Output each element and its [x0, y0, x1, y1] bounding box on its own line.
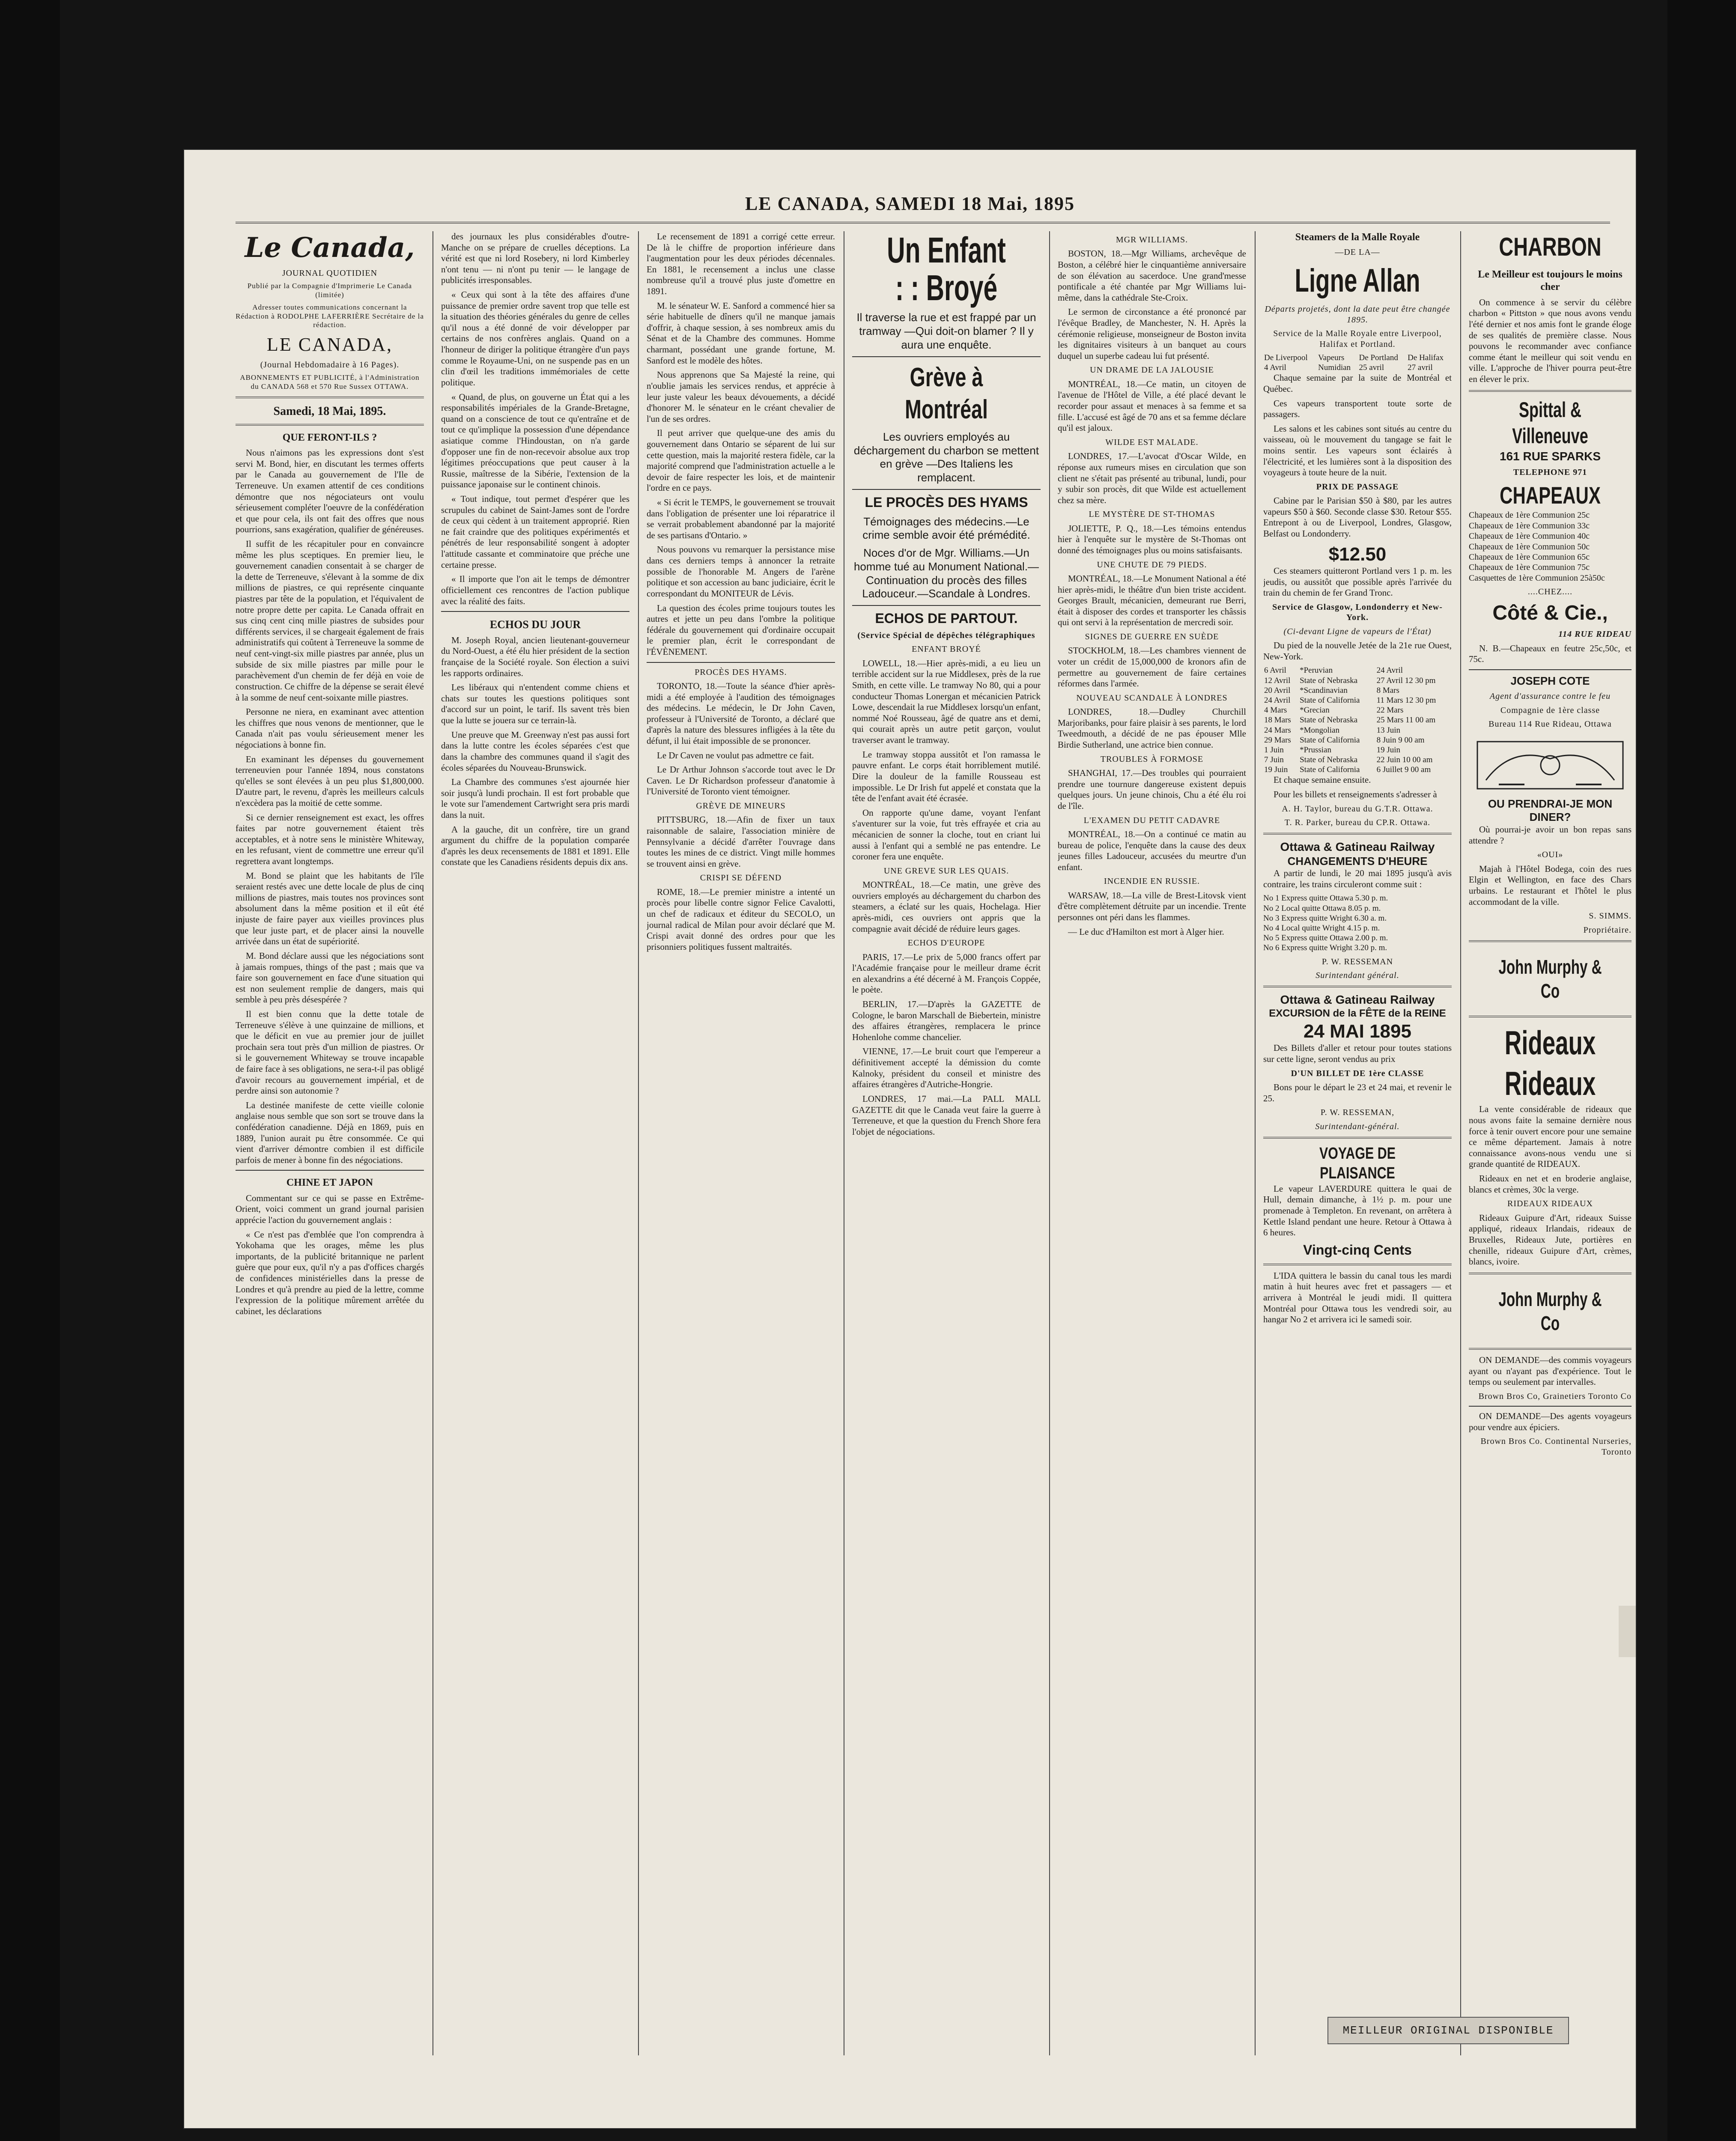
- table-cell: 6 Juillet 9 00 am: [1376, 765, 1431, 775]
- article-paragraph: Le tramway stoppa aussitôt et l'on ramassa le pauvre enfant. Le corps était horriblement mutilé. Dire la douleur de la famille Rousseau est impossible. Le Dr Irish fut appelé et constata que la tête de l'enfant avait été écrasée.: [852, 749, 1041, 804]
- table-row: [1263, 745, 1452, 755]
- divider: [1469, 940, 1632, 942]
- ad-heading: EXCURSION de la FÊTE de la REINE: [1269, 1008, 1446, 1020]
- list-item: Chapeaux de 1ère Communion 40c: [1469, 531, 1590, 541]
- article-heading: SIGNES DE GUERRE EN SUÈDE: [1085, 632, 1219, 642]
- table-row: [1263, 715, 1452, 725]
- wire-service-note: (Service Spécial de dépêches télégraphiques: [857, 631, 1035, 641]
- article-paragraph: « Ceux qui sont à la tête des affaires d'une puissance de premier ordre savent trop que telle est la situation des théories générales du genre de celles qu'il nous a été donné de voir développer par certains de nos confrères anglais. Quand on a l'honneur de diriger la politique étrangère d'un pays comme le Royaume-Uni, on ne suspende pas en un clin d'œil les traditions immémoriales de cette politique.: [441, 289, 629, 388]
- ad-text: Du pied de la nouvelle Jetée de la 21e rue Ouest, New-York.: [1263, 640, 1452, 662]
- ad-title: JOSEPH COTE: [1510, 674, 1590, 687]
- ad-signature: Propriétaire.: [1583, 925, 1632, 935]
- table-cell: *Scandinavian: [1300, 686, 1348, 695]
- article-paragraph: Nous apprenons que Sa Majesté la reine, qui n'oublie jamais les services rendus, et apprécie à leur juste valeur les beaux dévouements, a décidé d'honorer M. le sénateur en le créant chevalier de l'un de ses ordres.: [647, 370, 835, 424]
- article-paragraph: Nous n'aimons pas les expressions dont s'est servi M. Bond, hier, en discutant les termes offerts par le Canada au gouvernement de l'Ile de Terreneuve. Un examen attentif de ces conditions démontre que nos négociateurs ont voulu sérieusement compléter l'oeuvre de la confédération et que pour cela, ils ont fait des offres que nous pourrions, sans exagération, qualifier de généreuses.: [236, 447, 424, 535]
- article-paragraph: des journaux les plus considérables d'outre-Manche on se prépare de cruelles déceptions. La vérité est que ni lord Rosebery, ni lord Kimberley n'ont tenu — ni n'ont pu tenir — le langage de publicités irresponsables.: [441, 231, 629, 286]
- table-row: [1263, 686, 1452, 695]
- divider: [1263, 1264, 1452, 1265]
- article-paragraph: A la gauche, dit un confrère, tire un grand argument du chiffre de la population comparée d'après les deux recensements de 1881 et 1891. Elle constate que les Canadiens résidents depuis dix ans.: [441, 824, 629, 868]
- table-cell: 19 Juin: [1264, 765, 1288, 775]
- article-paragraph: « Ce n'est pas d'emblée que l'on comprendra à Yokohama que les orages, même les plus importants, de la publicité britannique ne parlent guère que pour eux, qu'il n'y a pas d'offices chargés de confidences ministérielles dans la presse de Londres et qu'à prendre au pied de la lettre, comme l'expression de la politique mûrement arrêtée du cabinet, les déclarations: [236, 1229, 424, 1316]
- ad-phone: TELEPHONE 971: [1513, 467, 1587, 477]
- table-header-cell: Vapeurs: [1318, 353, 1345, 362]
- subscription-note: ABONNEMENTS ET PUBLICITÉ, à l'Administration du CANADA 568 et 570 Rue Sussex OTTAWA.: [240, 373, 420, 391]
- table-cell: 6 Avril: [1264, 666, 1286, 675]
- ad-text: Et chaque semaine ensuite.: [1274, 775, 1371, 785]
- ad-date: 24 MAI 1895: [1303, 1020, 1411, 1042]
- ad-title: John Murphy & Co: [1498, 1288, 1602, 1334]
- nameplate: Le Canada,: [245, 232, 415, 264]
- article-paragraph: TORONTO, 18.—Toute la séance d'hier après-midi a été employée à l'audition des témoignages des médecins. Le médecin, le Dr John Caven, professeur à l'Université de Toronto, a déclaré que d'après la nature des blessures infligées à la tête du défunt, il lui était impossible de se prononcer.: [647, 680, 835, 746]
- ad-title: Rideaux: [1504, 1024, 1596, 1062]
- article-paragraph: — Le duc d'Hamilton est mort à Alger hier.: [1068, 926, 1224, 937]
- list-item: No 6 Express quitte Wright 3.20 p. m.: [1263, 943, 1387, 953]
- classified-ad: ON DEMANDE—Des agents voyageurs pour vendre aux épiciers.: [1469, 1411, 1632, 1432]
- table-cell: *Grecian: [1300, 706, 1330, 715]
- headline: : : Broyé: [895, 268, 998, 308]
- article-heading: PROCÈS DES HYAMS.: [695, 667, 787, 677]
- article-paragraph: Si ce dernier renseignement est exact, les offres faites par notre gouvernement étaient très acceptables, et à notre sens le ministère Whiteway, en les refusant, vient de commettre une erreur qu'il regrettera avant longtemps.: [236, 812, 424, 867]
- weekly-note: (Journal Hebdomadaire à 16 Pages).: [260, 360, 400, 370]
- article-paragraph: « Il importe que l'on ait le temps de démontrer officiellement ces rencontres de l'action publique avec la réalité des faits.: [441, 574, 629, 606]
- table-cell: 29 Mars: [1264, 735, 1291, 745]
- article-paragraph: Il est bien connu que la dette totale de Terreneuve s'élève à une quinzaine de millions, et que le déficit en vue au premier jour de juillet prochain sera tout près d'un million de piastres. Or si le gouvernement Whiteway se trouve incapable de faire face à ses obligations, ne sera-t-il pas obligé d'avoir recours au gouvernement impérial, et de perdre ainsi son autonomie ?: [236, 1008, 424, 1096]
- article-heading: LE MYSTÈRE DE ST-THOMAS: [1089, 510, 1215, 519]
- list-item: Chapeaux de 1ère Communion 33c: [1469, 521, 1590, 531]
- table-cell: 7 Juin: [1264, 755, 1284, 765]
- ad-address: 114 RUE RIDEAU: [1558, 629, 1632, 639]
- scan-margin-left: [0, 0, 60, 2141]
- article-paragraph: Une preuve que M. Greenway n'est pas aussi fort dans la lutte contre les écoles séparées c'est que dans la chambre des communes quand il s'agit des écoles séparées du Nouveau-Brunswick.: [441, 729, 629, 773]
- table-cell: 24 Avril: [1376, 666, 1403, 675]
- article-paragraph: LOWELL, 18.—Hier après-midi, a eu lieu un terrible accident sur la rue Middlesex, près de la rue Smith, en cette ville. Le tramway No 80, qui a pour conducteur Thomas Lonergan et mécanicien Patrick Lowe, descendait la rue Middlesex lorsqu'un enfant, nommé Noé Rousseau, âgé de quatre ans et demi, qui courait après un autre petit garçon, voulut traverser avant le tramway.: [852, 658, 1041, 745]
- divider: [1263, 1137, 1452, 1139]
- list-item: No 4 Local quitte Wright 4.15 p. m.: [1263, 923, 1380, 933]
- ad-title: Ottawa & Gatineau Railway: [1280, 840, 1435, 854]
- column-rule: [1049, 231, 1050, 2055]
- article-paragraph: BOSTON, 18.—Mgr Williams, archevêque de Boston, a célébré hier le cinquantième anniversaire de son élévation au sacerdoce. Une grand'messe pontificale a été chantée par Mgr Williams lui-même, dans la cathédrale Ste-Croix.: [1058, 248, 1246, 303]
- article-paragraph: Le Dr Caven ne voulut pas admettre ce fait.: [657, 750, 814, 760]
- divider: [852, 489, 1041, 490]
- article-heading: QUE FERONT-ILS ?: [282, 432, 377, 443]
- table-header-cell: De Portland: [1359, 353, 1398, 362]
- table-cell: 27 Avril 12 30 pm: [1376, 676, 1436, 685]
- table-row: [1263, 695, 1452, 705]
- divider: [441, 611, 629, 612]
- page-crease: [1619, 1606, 1636, 1657]
- table-cell: 8 Juin 9 00 am: [1376, 735, 1425, 745]
- article-heading: TROUBLES À FORMOSE: [1100, 754, 1204, 764]
- ornament-illustration: [1473, 733, 1627, 797]
- article-paragraph: M. Bond se plaint que les habitants de l'île seraient restés avec une dette locale de plus de cinq millions de piastres, mais toutes nos provinces sont absolument dans la même position et il eût été injuste de faire payer aux vieilles provinces plus que leur juste part, et de placer ainsi la nouvelle arrivée dans un état de supériorité.: [236, 870, 424, 947]
- table-row: [1263, 755, 1452, 765]
- article-paragraph: « Tout indique, tout permet d'espérer que les scrupules du cabinet de Saint-James sont de l'ordre de ceux qui cèdent à un traitement approprié. Rien ne fait craindre que des politiques expérimentés et pénétrés de leur responsabilité songent à adopter l'attitude cassante et comminatoire que préche une certaine presse.: [441, 494, 629, 570]
- scan-margin-right: [1667, 0, 1736, 2141]
- headline-deck: Les ouvriers employés au déchargement du charbon se mettent en grève —Des Italiens les remplacent.: [853, 430, 1039, 484]
- ad-text: Les salons et les cabines sont situés au centre du vaisseau, où le mouvement du tangage se fait le moins sentir. Les vapeurs sont éclairés à l'électricité, et les lumières sont à la disposition des voyageurs à toute heure de la nuit.: [1263, 423, 1452, 478]
- article-paragraph: MONTRÉAL, 18.—Le Monument National a été hier après-midi, le théâtre d'un bien triste accident. Georges Brault, mécanicien, demeurant rue Berri, était à disposer des cordes et transporter les châssis qui ont servi à la représentation de mercredi soir.: [1058, 573, 1246, 628]
- train-schedule: [1263, 893, 1452, 953]
- newspaper-page: [184, 150, 1636, 2128]
- article-heading: UNE GREVE SUR LES QUAIS.: [883, 866, 1009, 876]
- article-paragraph: ROME, 18.—Le premier ministre a intenté un procès pour libelle contre signor Felice Cavalotti, un chef de radicaux et éditeur du SECOLO, un journal radical de Milan pour avoir déclaré que M. Crispi avait donné des ordres pour que les prisonniers politiques fussent maltraités.: [647, 886, 835, 952]
- table-header-cell: De Liverpool: [1264, 353, 1308, 362]
- article-paragraph: STOCKHOLM, 18.—Les chambres viennent de voter un crédit de 15,000,000 de kronors afin de permettre au gouvernement de faire certaines réformes dans l'armée.: [1058, 645, 1246, 689]
- article-heading: UN DRAME DE LA JALOUSIE: [1090, 365, 1214, 375]
- article-paragraph: PARIS, 17.—Le prix de 5,000 francs offert par l'Académie française pour le meilleur drame écrit en alexandrins a été décerné à M. François Coppée, le poète.: [852, 951, 1041, 995]
- ad-text: L'IDA quittera le bassin du canal tous les mardi matin à huit heures avec fret et passagers — et arrivera à Montréal le jeudi midi. Il quittera Montréal pour Ottawa tous les vendredi soir, au hangar No 2 et arrivera ici le samedi soir.: [1263, 1270, 1452, 1325]
- ad-heading: RIDEAUX RIDEAUX: [1507, 1199, 1593, 1209]
- ad-text: Rideaux en net et en broderie anglaise, blancs et crèmes, 30c la verge.: [1469, 1173, 1632, 1195]
- list-item: Chapeaux de 1ère Communion 25c: [1469, 510, 1590, 520]
- article-paragraph: La destinée manifeste de cette vieille colonie anglaise nous semble que son sort se trouve dans la confédération canadienne. Déjà en 1869, puis en 1889, l'union aurait pu être consommée. Ce qui vient d'arriver démontre combien il est difficile parfois de mener à bonne fin des négociations.: [236, 1100, 424, 1165]
- column-2: [441, 231, 629, 2055]
- table-cell: 18 Mars: [1264, 716, 1291, 725]
- table-cell: State of California: [1300, 765, 1360, 775]
- article-paragraph: LONDRES, 17 mai.—La PALL MALL GAZETTE dit que le Canada veut faire la guerre à Terreneuve, et que la question du French Shore fera l'objet de négociations.: [852, 1093, 1041, 1137]
- ad-text: Agent d'assurance contre le feu: [1489, 692, 1611, 701]
- article-heading: INCENDIE EN RUSSIE.: [1104, 877, 1200, 886]
- article-paragraph: SHANGHAI, 17.—Des troubles qui pourraient prendre une tournure dangereuse existent depuis quelques jours. Un jeune chinois, Chu a été élu roi de l'île.: [1058, 768, 1246, 811]
- article-paragraph: On rapporte qu'une dame, voyant l'enfant s'aventurer sur la voie, fut très effrayée et cria au mécanicien de sonner la cloche, tout en criant lui aussi à l'enfant qui a semblé ne pas entendre. Le coroner fera une enquête.: [852, 807, 1041, 862]
- sailing-schedule: [1263, 353, 1452, 373]
- table-cell: 8 Mars: [1376, 686, 1399, 695]
- table-cell: State of California: [1300, 696, 1360, 705]
- ad-text: «OUI»: [1537, 850, 1563, 860]
- column-4: [852, 231, 1041, 2055]
- list-item: No 3 Express quitte Wright 6.30 a. m.: [1263, 913, 1387, 923]
- column-7-ads: [1469, 231, 1632, 2055]
- article-paragraph: PITTSBURG, 18.—Afin de fixer un taux raisonnable de salaire, l'association minière de Pennsylvanie a décidé d'arrêter l'ouvrage dans toutes les mines de ce district. Vingt mille hommes se trouvent ainsi en grève.: [647, 814, 835, 869]
- article-paragraph: LONDRES, 17.—L'avocat d'Oscar Wilde, en réponse aux rumeurs mises en circulation que son client ne s'était pas présenté au tribunal, lundi, pour y subir son procès, dit que Wilde est actuellement chez sa mère.: [1058, 451, 1246, 505]
- column-5: [1058, 231, 1246, 2055]
- classified-ad: ON DEMANDE—des commis voyageurs ayant ou n'ayant pas d'expérience. Tout le temps ou seulement par intervalles.: [1469, 1354, 1632, 1387]
- ad-title: John Murphy & Co: [1498, 955, 1602, 1002]
- masthead-rule: [236, 222, 1610, 224]
- article-paragraph: Il peut arriver que quelque-une des amis du gouvernement dans Ontario se séparent de lui sur cette question, mais la majorité restera fidèle, car la majorité comprend que l'administration actuelle a le devoir de faire respecter les lois, et de maintenir l'ordre en ce pays.: [647, 428, 835, 493]
- ad-heading: Service de Glasgow, Londonderry et New-York.: [1272, 602, 1443, 623]
- table-row: [1263, 765, 1452, 775]
- table-cell: 11 Mars 12 30 pm: [1376, 696, 1436, 705]
- article-heading: ENFANT BROYÉ: [912, 644, 981, 654]
- divider: [647, 662, 835, 663]
- article-paragraph: VIENNE, 17.—Le bruit court que l'empereur a définitivement accepté la démission du comte Kalnoky, président du conseil et ministre des affaires étrangères d'Autriche-Hongrie.: [852, 1046, 1041, 1090]
- article-heading: GRÈVE DE MINEURS: [696, 801, 786, 811]
- table-cell: *Mongolian: [1300, 725, 1339, 735]
- ad-text: Départs projetés, dont la date peut être changée 1895.: [1265, 304, 1450, 325]
- dateline: Samedi, 18 Mai, 1895.: [273, 404, 386, 418]
- ad-text: (Ci-devant Ligne de vapeurs de l'État): [1283, 626, 1432, 636]
- article-paragraph: Personne ne niera, en examinant avec attention les chiffres que nous venons de mentionner, que le Canada n'ait pas voulu sérieusement mener les négociations à bonne fin.: [236, 707, 424, 750]
- divider: [852, 356, 1041, 357]
- ad-heading: —DE LA—: [1335, 247, 1380, 257]
- headline: Un Enfant: [887, 231, 1006, 270]
- sailing-schedule: [1263, 665, 1452, 775]
- ad-signature: P. W. RESSEMAN,: [1320, 1108, 1395, 1118]
- article-heading: WILDE EST MALADE.: [1105, 437, 1199, 447]
- list-item: No 1 Express quitte Ottawa 5.30 p. m.: [1263, 894, 1388, 903]
- column-rule: [1255, 231, 1256, 2055]
- divider: [236, 1170, 424, 1171]
- ad-title: CHARBON: [1499, 233, 1602, 261]
- ad-signature: Surintendant-général.: [1315, 1121, 1400, 1131]
- article-heading: CRISPI SE DÉFEND: [700, 873, 782, 883]
- ad-text: Ces vapeurs transportent toute sorte de passagers.: [1263, 398, 1452, 420]
- divider: [1469, 1406, 1632, 1407]
- table-cell: Numidian: [1318, 363, 1351, 373]
- ad-text: Le vapeur LAVERDURE quittera le quai de Hull, demain dimanche, à 1½ p. m. pour une promenade à Templeton. En revenant, on arrêtera à Kettle Island pendant une heure. Retour à Ottawa à 6 heures.: [1263, 1183, 1452, 1238]
- ad-text: Majah à l'Hôtel Bodega, coin des rues Elgin et Wellington, en face des Chars urbains. Le restaurant et l'hôtel le plus accommodant de la ville.: [1469, 863, 1632, 907]
- ad-text: Où pourrai-je avoir un bon repas sans attendre ?: [1469, 824, 1632, 846]
- divider: [852, 605, 1041, 606]
- ad-heading: Le Meilleur est toujours le moins cher: [1478, 269, 1623, 293]
- ad-text: ....CHEZ....: [1527, 587, 1573, 597]
- table-cell: 25 avril: [1359, 363, 1384, 373]
- ad-title: Rideaux: [1504, 1065, 1596, 1103]
- table-row: [1263, 705, 1452, 715]
- table-cell: 24 Avril: [1264, 696, 1291, 705]
- article-heading: CHINE ET JAPON: [286, 1177, 373, 1189]
- table-cell: 13 Juin: [1376, 725, 1401, 735]
- ad-signature: Brown Bros Co. Continental Nurseries, Toronto: [1480, 1437, 1632, 1457]
- article-paragraph: Le Dr Arthur Johnson s'accorde tout avec le Dr Caven. Le Dr Richardson professeur d'anatomie à l'Université de Toronto vient témoigner.: [647, 764, 835, 797]
- article-paragraph: « Quand, de plus, on gouverne un État qui a les responsabilités impériales de la Grande-Bretagne, quand on a conscience de tout ce qu'entraîne et de tout ce qu'implique la possession d'une dépendance asiatique comme l'Hindoustan, on n'a garde d'opposer une fin de non-recevoir absolue aux trop légitimes préoccupations que peut causer à la Russie, maîtresse de la Sibérie, l'extension de la puissance japonaise sur le continent chinois.: [441, 391, 629, 490]
- ad-text: Chaque semaine par la suite de Montréal et Québec.: [1263, 373, 1452, 394]
- list-item: Chapeaux de 1ère Communion 75c: [1469, 563, 1590, 573]
- article-paragraph: La Chambre des communes s'est ajournée hier soir jusqu'à lundi prochain. Il est fort probable que le vote sur l'amendement Cartwright sera pris mardi dans la nuit.: [441, 777, 629, 820]
- article-paragraph: « Si écrit le TEMPS, le gouvernement se trouvait dans l'obligation de présenter une loi réparatrice il se verrait probablement abandonné par la majorité de ses partisans d'Ontario. »: [647, 497, 835, 540]
- table-cell: *Prussian: [1300, 745, 1331, 754]
- ad-text: On commence à se servir du célèbre charbon « Pittston » que nous avons vendu l'été dernier et nos amis font le grande éloge de ses qualités de première classe. Nous pouvons le recommander avec confiance comme étant le meilleur qui soit vendu en ville. L'approche de l'hiver pourra peut-être en élever le prix.: [1469, 297, 1632, 384]
- ad-text: La vente considérable de rideaux que nous avons faite la semaine dernière nous force à tenir ouvert encore pour une semaine ce même département. Jamais à notre connaissance avons-nous vendu une si grande quantité de RIDEAUX.: [1469, 1104, 1632, 1169]
- table-cell: 19 Juin: [1376, 745, 1401, 754]
- table-row: [1263, 676, 1452, 686]
- table-cell: 12 Avril: [1264, 676, 1291, 685]
- table-cell: 27 avril: [1408, 363, 1433, 373]
- ad-text: Rideaux Guipure d'Art, rideaux Suisse appliqué, rideaux Irlandais, rideaux de Bruxelles, Rideaux Jute, portières en chenille, rideaux Guipure d'Art, crèmes, blancs, ivoire.: [1469, 1212, 1632, 1267]
- divider: [1469, 1273, 1632, 1274]
- article-paragraph: LONDRES, 18.—Dudley Churchill Marjoribanks, pour faire plaisir à ses parents, le lord Tweedmouth, a décidé de ne pas épouser Mlle Birdie Sutherland, une actrice bien connue.: [1058, 707, 1246, 750]
- list-item: Chapeaux de 1ère Communion 50c: [1469, 542, 1590, 552]
- ad-address: 161 RUE SPARKS: [1499, 449, 1601, 463]
- engraved-ornament: [1469, 733, 1632, 797]
- page-masthead: LE CANADA, SAMEDI 18 Mai, 1895: [745, 193, 1075, 214]
- article-paragraph: Commentant sur ce qui se passe en Extrême-Orient, voici comment un grand journal parisien apprécie l'action du gouvernement anglais :: [236, 1193, 424, 1225]
- price-list: [1469, 510, 1632, 583]
- table-cell: State of Nebraska: [1300, 676, 1358, 685]
- ad-price: $12.50: [1328, 543, 1387, 565]
- table-cell: 1 Juin: [1264, 745, 1284, 754]
- ad-heading: Steamers de la Malle Royale: [1295, 232, 1420, 243]
- ad-title: OU PRENDRAI-JE MON DINER?: [1488, 797, 1613, 824]
- article-paragraph: En examinant les dépenses du gouvernement terreneuvien pour l'année 1894, nous constatons qu'elles se sont élevées à un peu plus $1,800,000. D'autre part, le revenu, d'après les meilleurs calculs n'excèdera pas la moitié de cette somme.: [236, 754, 424, 808]
- table-cell: State of California: [1300, 735, 1360, 745]
- article-paragraph: Nous pouvons vu remarquer la persistance mise dans ces derniers temps à annoncer la retraite possible de l'honorable M. Angers de l'arène politique et son accession au banc judiciaire, écrit le correspondant du MONITEUR de Lévis.: [647, 544, 835, 599]
- article-paragraph: JOLIETTE, P. Q., 18.—Les témoins entendus hier à l'enquête sur le mystère de St-Thomas ont donné des témoignages plus ou moins satisfaisants.: [1058, 523, 1246, 555]
- ad-heading: PRIX DE PASSAGE: [1316, 482, 1399, 492]
- publisher-note: Publié par la Compagnie d'Imprimerie Le Canada (limitée): [247, 282, 412, 299]
- table-row: [1263, 665, 1452, 675]
- list-item: No 5 Express quitte Ottawa 2.00 p. m.: [1263, 933, 1388, 943]
- ad-title: CHAPEAUX: [1500, 482, 1601, 509]
- article-paragraph: Il suffit de les récapituler pour en convaincre même les plus sceptiques. En premier lieu, le gouvernement canadien consentait à se charger de la dette de Terreneuve, s'élevant à la somme de dix millions de piastres, ce qui représente cinquante piastres par tête de la population, et l'équivalent de notre propre dette per capita. Le Canada offrait en sus cinq cent cinq mille piastres de subsides pour différents services, il se chargeait également de frais administratifs qui coûtent à Terreneuve la somme de neuf cent-vingt-six mille piastres par année, plus un subside de six mille piastres par mille pour le parachèvement d'un chemin de fer déjà en voie de construction. Ce chiffre de la dépense se serait élevé à la somme de neuf cent-soixante mille piastres.: [236, 538, 424, 703]
- ad-signature: Brown Bros Co, Grainetiers Toronto Co: [1478, 1391, 1632, 1401]
- headline-deck: Il traverse la rue et est frappé par un tramway —Qui doit-on blamer ? Il y aura une enquête.: [856, 311, 1036, 351]
- article-paragraph: La question des écoles prime toujours toutes les autres et jette un peu dans l'ombre la politique fédérale du gouvernement qui d'ordinaire occupait le premier plan, écrit le correspondant de l'ÉVÈNEMENT.: [647, 602, 835, 657]
- ad-text: A partir de lundi, le 20 mai 1895 jusqu'à avis contraire, les trains circuleront comme suit :: [1263, 868, 1452, 889]
- ad-text: Cabine par le Parisian $50 à $80, par les autres vapeurs $50 à $60. Seconde classe $30. Retour $55. Entrepont à ou de Liverpool, Londres, Glasgow, Belfast ou Londonderry.: [1263, 495, 1452, 539]
- column-6-ads: [1263, 231, 1452, 2055]
- table-header-cell: De Halifax: [1408, 353, 1444, 362]
- ad-text: Bons pour le départ le 23 et 24 mai, et revenir le 25.: [1263, 1082, 1452, 1103]
- article-paragraph: MONTRÉAL, 18.—Ce matin, un citoyen de l'avenue de l'Hôtel de Ville, a été placé devant le recorder pour assaut et menaces à sa femme et sa fille. L'accusé est âgé de 70 ans et sa femme déclare qu'il est jaloux.: [1058, 379, 1246, 433]
- column-1: [236, 231, 424, 2055]
- divider: [1469, 1348, 1632, 1350]
- ad-title: Ottawa & Gatineau Railway: [1280, 993, 1435, 1007]
- headline-deck: Noces d'or de Mgr. Williams.—Un homme tué au Monument National.—Continuation du procès des filles Ladouceur.—Scandale à Londres.: [853, 546, 1039, 600]
- ad-title: Ligne Allan: [1295, 262, 1420, 299]
- article-paragraph: Le sermon de circonstance a été prononcé par l'évêque Bradley, de Manchester, N. H. Après la cérémonie religieuse, monseigneur de Boston invita les dignitaires visiteurs à un banquet au cours duquel un superbe cadeau lui fut présenté.: [1058, 307, 1246, 361]
- list-item: No 2 Local quitte Ottawa 8.05 p. m.: [1263, 904, 1381, 913]
- article-heading: NOUVEAU SCANDALE À LONDRES: [1076, 693, 1228, 703]
- table-cell: 25 Mars 11 00 am: [1376, 716, 1436, 725]
- nameplate-secondary: LE CANADA,: [267, 334, 393, 355]
- table-cell: 22 Juin 10 00 am: [1376, 755, 1433, 765]
- ad-title: VOYAGE DE PLAISANCE: [1319, 1144, 1396, 1183]
- list-item: Casquettes de 1ère Communion 25à50c: [1469, 573, 1605, 583]
- article-paragraph: WARSAW, 18.—La ville de Brest-Litovsk vient d'être complètement détruite par un incendie. Trente personnes ont péri dans les flammes.: [1058, 890, 1246, 922]
- nameplate-subtitle: JOURNAL QUOTIDIEN: [282, 268, 378, 278]
- article-paragraph: MONTRÉAL, 18.—Ce matin, une grève des ouvriers employés au déchargement du charbon des steamers, a éclaté sur les quais, Hochelaga. Hier après-midi, ces ouvriers ont appris que la compagnie avait décidé de réduire leurs gages.: [852, 880, 1041, 934]
- table-row: [1263, 725, 1452, 735]
- list-item: Chapeaux de 1ère Communion 65c: [1469, 552, 1590, 562]
- article-heading: ECHOS D'EUROPE: [907, 938, 985, 948]
- ad-text: Des Billets d'aller et retour pour toutes stations sur cette ligne, seront vendus au prix: [1263, 1043, 1452, 1064]
- headline-deck: Témoignages des médecins.—Le crime semble avoir été prémédité.: [862, 515, 1030, 542]
- column-3: [647, 231, 835, 2055]
- address-note: Adresser toutes communications concernant la Rédaction à RODOLPHE LAFERRIÈRE Secrétaire de la rédaction.: [236, 303, 424, 329]
- headline: ECHOS DE PARTOUT.: [875, 611, 1018, 626]
- ad-text: Ces steamers quitteront Portland vers 1 p. m. les jeudis, ou aussitôt que possible après l'arrivée du train du chemin de fer Grand Tronc.: [1263, 566, 1452, 598]
- ad-signature: S. SIMMS.: [1589, 911, 1632, 921]
- table-cell: 22 Mars: [1376, 706, 1404, 715]
- divider: [1469, 390, 1632, 392]
- ad-text: Compagnie de 1ère classe: [1500, 705, 1600, 715]
- ad-contact: A. H. Taylor, bureau du G.T.R. Ottawa.: [1282, 804, 1433, 814]
- ad-text: D'UN BILLET DE 1ère CLASSE: [1291, 1068, 1424, 1078]
- ad-title: Spittal & Villeneuve: [1512, 397, 1588, 448]
- article-heading: L'EXAMEN DU PETIT CADAVRE: [1083, 815, 1220, 825]
- divider: [236, 424, 424, 426]
- table-cell: 4 Avril: [1264, 363, 1286, 373]
- article-heading: UNE CHUTE DE 79 PIEDS.: [1097, 560, 1207, 570]
- article-paragraph: MONTRÉAL, 18.—On a continué ce matin au bureau de police, l'enquête dans la cause des deux jeunes filles Ladouceur, accusées du meurtre d'un enfant.: [1058, 829, 1246, 872]
- divider: [236, 397, 424, 398]
- table-cell: State of Nebraska: [1300, 755, 1358, 765]
- article-heading: MGR WILLIAMS.: [1116, 235, 1188, 245]
- ad-text: N. B.—Chapeaux en feutre 25c,50c, et 75c.: [1469, 643, 1632, 665]
- article-paragraph: M. Joseph Royal, ancien lieutenant-gouverneur du Nord-Ouest, a été élu hier président de la section française de la Société royale. Son élection a suivi les rapports ordinaires.: [441, 635, 629, 678]
- table-cell: 20 Avril: [1264, 686, 1291, 695]
- table-cell: 4 Mars: [1264, 706, 1287, 715]
- article-paragraph: M. Bond déclare aussi que les négociations sont à jamais rompues, things of the past ; mais que va faire son gouvernement en face d'une situation qui est non seulement remplie de dangers, mais qui semble à peu près désespérée ?: [236, 950, 424, 1005]
- article-paragraph: M. le sénateur W. E. Sanford a commencé hier sa série habituelle de dîners qu'il ne manque jamais d'offrir, à chaque session, à ses nombreux amis du Sénat et de la Chambre des communes. Homme charmant, possédant une grande fortune, M. Sanford est le modèle des hôtes.: [647, 300, 835, 366]
- ad-heading: CHANGEMENTS D'HEURE: [1287, 854, 1428, 868]
- headline: LE PROCÈS DES HYAMS: [865, 494, 1028, 510]
- ad-text: Service de la Malle Royale entre Liverpool, Halifax et Portland.: [1273, 329, 1442, 349]
- article-heading: ECHOS DU JOUR: [489, 618, 581, 631]
- article-paragraph: Le recensement de 1891 a corrigé cette erreur. De là le chiffre de proportion inférieure dans l'augmentation pour les deux périodes décennales. En 1881, le recensement a inclus une classe nombreuse qu'il a trouvé plus juste d'omettre en 1891.: [647, 231, 835, 297]
- divider: [1469, 669, 1632, 670]
- ad-contact: T. R. Parker, bureau du CP.R. Ottawa.: [1284, 817, 1431, 827]
- table-cell: *Peruvian: [1300, 666, 1333, 675]
- table-cell: State of Nebraska: [1300, 716, 1358, 725]
- ad-text: Pour les billets et renseignements s'adresser à: [1274, 789, 1437, 799]
- ad-price: Vingt-cinq Cents: [1303, 1242, 1412, 1258]
- ad-address: Bureau 114 Rue Rideau, Ottawa: [1488, 719, 1612, 729]
- column-rule: [1460, 231, 1461, 2055]
- headline: Grève à Montréal: [905, 362, 988, 425]
- ad-signature: Surintendant général.: [1315, 970, 1399, 980]
- divider: [1263, 986, 1452, 987]
- divider: [1263, 833, 1452, 835]
- table-cell: 24 Mars: [1264, 725, 1291, 735]
- ad-signature: P. W. RESSEMAN: [1321, 957, 1393, 966]
- article-paragraph: BERLIN, 17.—D'après la GAZETTE de Cologne, le baron Marschall de Biebertein, ministre des affaires étrangères, remplacera le prince Hohenlohe comme chancelier.: [852, 999, 1041, 1042]
- table-row: [1263, 735, 1452, 745]
- column-rule: [638, 231, 639, 2055]
- archive-stamp: MEILLEUR ORIGINAL DISPONIBLE: [1327, 2017, 1569, 2044]
- article-paragraph: Les libéraux qui n'entendent comme chiens et chats sur toutes les questions politiques sont d'accord sur un point, le tarif. Ils savent très bien que la lutte se jouera sur ce terrain-là.: [441, 682, 629, 726]
- ad-store-name: Côté & Cie.,: [1492, 601, 1608, 624]
- divider: [1469, 1016, 1632, 1017]
